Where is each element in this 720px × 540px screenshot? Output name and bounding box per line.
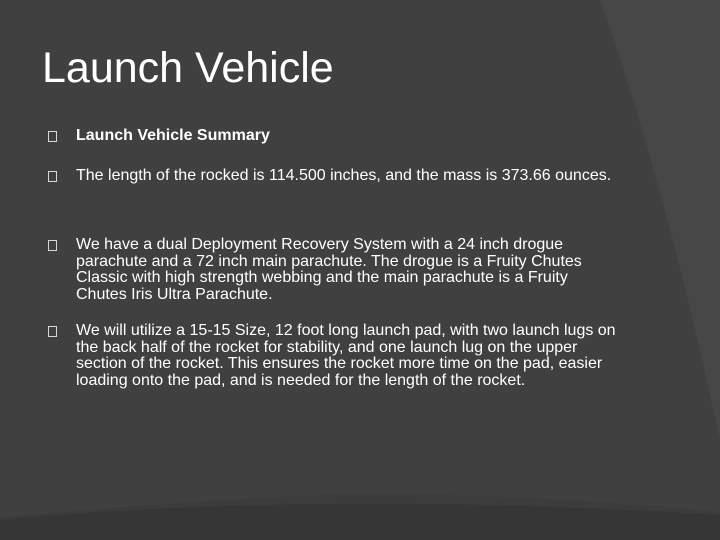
bullet-launch-pad [48,323,618,389]
bullet-recovery-system [48,237,618,303]
bullet-box-icon [48,326,57,337]
bullet-box-icon [48,131,57,142]
bullet-text: Launch Vehicle Summary [76,127,270,144]
bullet-text: The length of the rocked is 114.500 inches, and the mass is 373.66 ounces. [76,166,612,184]
bullet-box-icon [48,171,57,182]
bullet-list [48,128,618,389]
bullet-text: We will utilize a 15-15 Size, 12 foot long launch pad, with two launch lugs on the back half of the rocket for stability, and one launch lug on the upper section of the rocket. This ensures the rocket more time on the pad, easier loading onto the pad, and is needed for the length of the rocket. [76,322,616,389]
bullet-summary-heading [48,128,618,145]
bullet-dimensions [48,168,618,185]
bullet-text: We have a dual Deployment Recovery System with a 24 inch drogue parachute and a 72 inch main parachute. The drogue is a Fruity Chutes Classic with high strength webbing and the main parachute is a Fruity Chutes Iris Ultra Parachute. [76,236,582,303]
slide-title: Launch Vehicle [42,44,334,92]
bullet-box-icon [48,240,57,251]
